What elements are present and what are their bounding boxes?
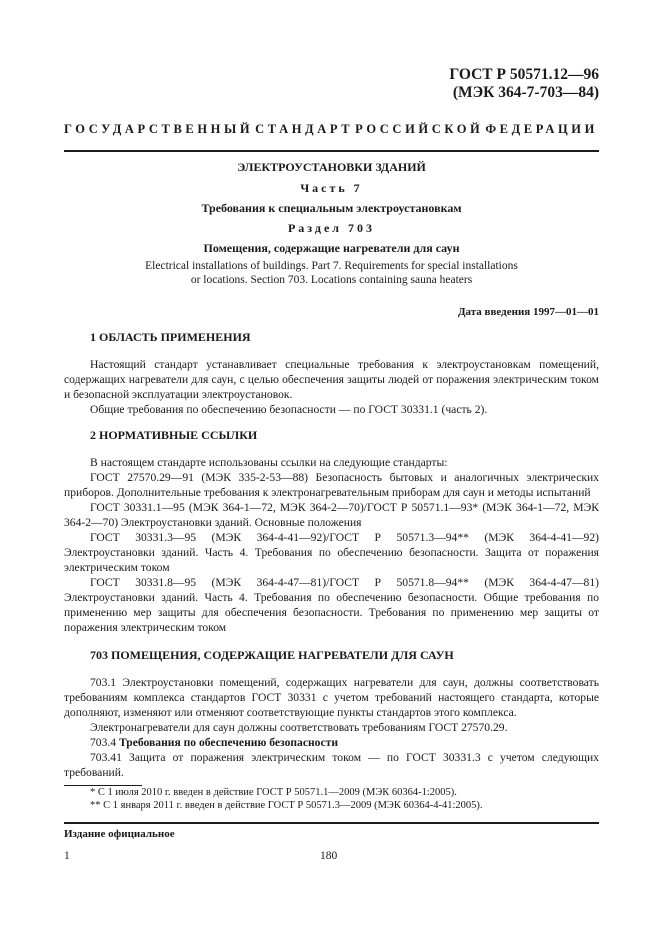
footnote-2: ** С 1 января 2011 г. введен в действие ГОСТ Р 50571.3—2009 (МЭК 60364-4-41:2005). bbox=[90, 800, 483, 811]
section-1-paragraph-1: Настоящий стандарт устанавливает специальные требования к электроустановкам помещений, содержащих нагреватели для саун, с целью обеспечения защиты людей от поражения электрическим током и безопасной эксплуатации электроустановок. bbox=[64, 358, 599, 401]
left-number: 1 bbox=[64, 850, 70, 862]
state-word-1: ГОСУДАРСТВЕННЫЙ bbox=[64, 122, 254, 136]
section-2-paragraph-4: ГОСТ 30331.3—95 (МЭК 364-4-41—92)/ГОСТ Р 50571.3—94** (МЭК 364-4-41—92) Электроустановки зданий. Часть 4. Требования по обеспечению безопасности. Защита от поражения электрическим током bbox=[64, 531, 599, 574]
section-1-heading: 1 ОБЛАСТЬ ПРИМЕНЕНИЯ bbox=[90, 330, 251, 344]
introduction-date: Дата введения 1997—01—01 bbox=[457, 306, 599, 318]
english-title-line2: or locations. Section 703. Locations containing sauna heaters bbox=[190, 274, 473, 286]
clause-title: Требования по обеспечению безопасности bbox=[118, 736, 338, 749]
section-1-body bbox=[64, 357, 599, 417]
english-title-line1: Electrical installations of buildings. Part 7. Requirements for special installations bbox=[145, 260, 518, 272]
document-title: ЭЛЕКТРОУСТАНОВКИ ЗДАНИЙ bbox=[237, 160, 426, 174]
clause-number: 703.4 bbox=[90, 736, 119, 749]
state-word-2: СТАНДАРТ bbox=[255, 122, 354, 136]
english-title bbox=[64, 259, 599, 287]
section-703-paragraph-4: 703.41 Защита от поражения электрическим током — по ГОСТ 30331.3 с учетом следующих требований. bbox=[64, 751, 599, 779]
header-rule bbox=[64, 150, 599, 152]
section-2-paragraph-1: В настоящем стандарте использованы ссылки на следующие стандарты: bbox=[90, 456, 448, 469]
part-label: Часть 7 bbox=[300, 181, 363, 195]
section-subtitle: Помещения, содержащие нагреватели для саун bbox=[203, 241, 460, 255]
standard-code-line2: (МЭК 364-7-703—84) bbox=[452, 84, 599, 101]
section-2-paragraph-5: ГОСТ 30331.8—95 (МЭК 364-4-47—81)/ГОСТ Р 50571.8—94** (МЭК 364-4-47—81) Электроустановки зданий. Часть 4. Требования по обеспечению безопасности. Общие требования по применению мер защиты для обеспечения безопасности. Требования по применению мер защиты от поражения электрическим током bbox=[64, 576, 599, 634]
part-subtitle: Требования к специальным электроустановкам bbox=[201, 201, 462, 215]
section-703-body bbox=[64, 675, 599, 780]
edition-label: Издание официальное bbox=[64, 828, 175, 840]
section-703-paragraph-2: Электронагреватели для саун должны соответствовать требованиям ГОСТ 27570.29. bbox=[90, 721, 508, 734]
section-2-body bbox=[64, 455, 599, 635]
section-703-paragraph-1: 703.1 Электроустановки помещений, содержащих нагреватели для саун, должны соответствовать требованиям комплекса стандартов ГОСТ 30331 с учетом требований настоящего стандарта, которые дополняют, изменяют или отменяют соответствующие пункты стандартов этого комплекса. bbox=[64, 676, 599, 719]
section-2-paragraph-2: ГОСТ 27570.29—91 (МЭК 335-2-53—88) Безопасность бытовых и аналогичных электрических приборов. Дополнительные требования к электронагревательным приборам для саун и методы испытаний bbox=[64, 471, 599, 499]
page-number: 180 bbox=[320, 850, 338, 862]
section-2-heading: 2 НОРМАТИВНЫЕ ССЫЛКИ bbox=[90, 428, 258, 442]
state-word-3: РОССИЙСКОЙ bbox=[355, 122, 484, 136]
footnote-1: * С 1 июля 2010 г. введен в действие ГОСТ Р 50571.1—2009 (МЭК 60364-1:2005). bbox=[90, 787, 457, 798]
standard-code-line1: ГОСТ Р 50571.12—96 bbox=[449, 66, 599, 83]
footer-rule bbox=[64, 822, 599, 824]
section-label: Раздел 703 bbox=[287, 221, 376, 235]
section-703-paragraph-3 bbox=[64, 735, 599, 750]
state-standard-line bbox=[64, 122, 598, 137]
section-703-heading: 703 ПОМЕЩЕНИЯ, СОДЕРЖАЩИЕ НАГРЕВАТЕЛИ ДЛЯ САУН bbox=[90, 648, 454, 662]
state-word-4: ФЕДЕРАЦИИ bbox=[485, 122, 598, 136]
section-2-paragraph-3: ГОСТ 30331.1—95 (МЭК 364-1—72, МЭК 364-2—70)/ГОСТ Р 50571.1—93* (МЭК 364-1—72, МЭК 364-2—70) Электроустановки зданий. Основные положения bbox=[64, 501, 599, 529]
section-1-paragraph-2: Общие требования по обеспечению безопасности — по ГОСТ 30331.1 (часть 2). bbox=[90, 403, 488, 416]
standard-code bbox=[449, 66, 599, 102]
